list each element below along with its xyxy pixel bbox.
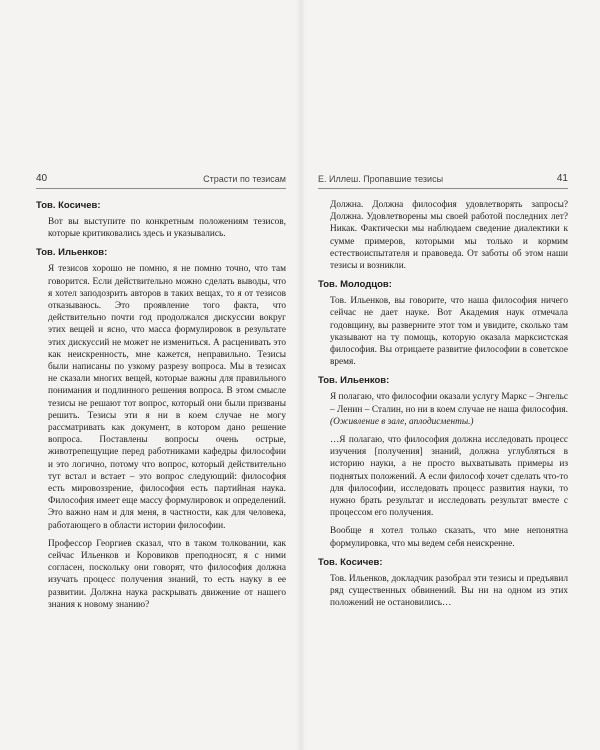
- right-running-title: Е. Иллеш. Пропавшие тезисы: [318, 174, 444, 184]
- speech-text: Я полагаю, что философии оказали услугу Маркс – Энгельс – Ленин – Сталин, но ни в коем случае не наша философия.: [330, 392, 569, 415]
- speaker-name: Тов. Косичев:: [36, 200, 101, 211]
- right-page: [318, 172, 568, 615]
- right-page-number: 41: [556, 173, 568, 184]
- right-running-head: [318, 172, 568, 189]
- speech-paragraph: …Я полагаю, что философия должна исследовать процесс изучения [получения] знаний, должна углубляться в историю науки, а не просто выхватывать примеры из поднятых положений. А если философ хочет сделать что-то для философии, исследовать процесс развития науки, то нужно брать результат и исследовать результат вместе с процессом его получения.: [330, 435, 568, 519]
- book-gutter: [296, 0, 306, 750]
- speech-paragraph: [330, 391, 568, 428]
- left-page: [36, 172, 286, 617]
- speech-paragraph: Должна. Должна философия удовлетворять запросы? Должна. Удовлетворены мы своей работой последних лет? Никак. Фактически мы наблюдаем сведение диалектики к сумме примеров, которыми мы только и кормим естествоиспытателя и правоведа. От заботы об этом наши тезисы и возникли.: [330, 200, 568, 272]
- speech-paragraph: Тов. Ильенков, вы говорите, что наша философия ничего сейчас не дает науке. Вот Академия наук отмечала годовщину, вы разверните этот том и увидите, сколько там указывают на ту помощь, которую оказала марксистская философия. Вы отрицаете развитие философии в советское время.: [330, 296, 568, 368]
- speech-paragraph: Профессор Георгиев сказал, что в таком толковании, как сейчас Ильенков и Коровиков преподносят, я с ними согласен, поскольку они говорят, что философия должна изучать процесс получения знаний, то есть науку в ее развитии. Должна наука раскрывать движение от нашего знания к новому знанию?: [48, 538, 286, 610]
- speech-paragraph: Вот вы выступите по конкретным положениям тезисов, которые критиковались здесь и указывались.: [48, 217, 286, 240]
- speech-paragraph: Тов. Ильенков, докладчик разобрал эти тезисы и предъявил ряд существенных обвинений. Вы ни на одном из этих положений не остановились…: [330, 573, 568, 609]
- speech-paragraph: Вообще я хотел только сказать, что мне непонятна формулировка, что мы ведем себя неискренне.: [330, 526, 568, 549]
- right-page-body: [318, 189, 568, 609]
- left-running-head: [36, 172, 286, 189]
- speaker-name: Тов. Косичев:: [318, 556, 383, 568]
- speech-paragraph: Я тезисов хорошо не помню, я не помню точно, что там говорится. Если действительно можно сделать выводы, что я хотел заподозрить авторов в таких вещах, то я от тезисов отказываюсь. Это проявление того факта, что действительно почти год продолжался дискуссии вокруг этих вещей и ясно, что масса формулировок в результате этих дискуссий не может не измениться. А расценивать это как неискренность, мне кажется, неправильно. Тезисы были написаны по узкому разрезу вопроса. Мы в тезисах не сказали многих вещей, которые важны для правильного понимания и подлинного решения вопроса. В этом смысле тезисы не решают тот вопрос, который они были призваны решить. Тезисы эти я ни в коем случае не могу рассматривать как документ, в котором дано решение вопроса. Поставлены вопросы очень острые, животрепещущие перед работниками кафедры философии и это логично, потому что вопрос, который действительно тут встал и встает – это вопрос следующий: философия есть мировоззрение, философия есть партийная наука. Философия имеет еще массу формулировок и определений. Это важно нам и для меня, в частности, как для человека, работающего в области истории философии.: [48, 264, 286, 531]
- left-running-title: Страсти по тезисам: [203, 174, 286, 184]
- left-page-body: [36, 189, 286, 611]
- audience-remark: (Оживление в зале, аплодисменты.): [330, 416, 474, 427]
- speaker-name: Тов. Ильенков:: [36, 247, 108, 259]
- speaker-name: Тов. Молодцов:: [318, 279, 392, 291]
- left-page-number: 40: [36, 173, 48, 184]
- speaker-name: Тов. Ильенков:: [318, 375, 390, 387]
